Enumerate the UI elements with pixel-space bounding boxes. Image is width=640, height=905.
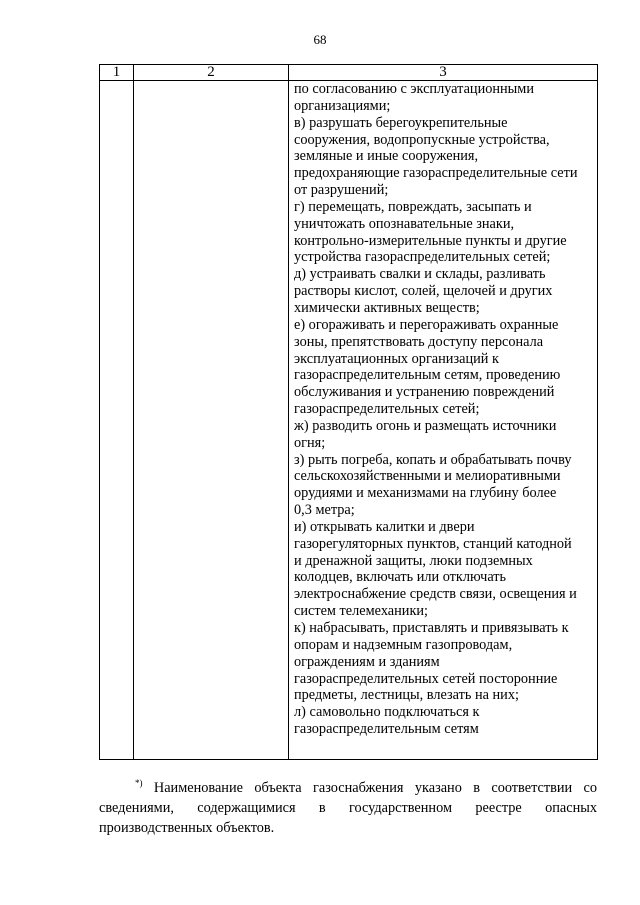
text-line: г) перемещать, повреждать, засыпать и — [294, 198, 532, 215]
footnote-line-3: производственных объектов. — [99, 820, 275, 836]
text-line: эксплуатационных организаций к — [294, 350, 499, 367]
text-line: и дренажной защиты, люки подземных — [294, 552, 533, 569]
text-line: устройства газораспределительных сетей; — [294, 249, 551, 266]
table-header-row — [100, 65, 598, 81]
text-line: организациями; — [294, 97, 391, 114]
cell-column-2 — [134, 81, 289, 760]
text-line: ж) разводить огонь и размещать источники — [294, 417, 557, 434]
text-line: орудиями и механизмами на глубину более — [294, 485, 557, 502]
cell-column-1 — [100, 81, 134, 760]
text-line: систем телемеханики; — [294, 603, 429, 620]
text-line: газорегуляторных пунктов, станций катодной — [294, 535, 572, 552]
text-line: сельскохозяйственными и мелиоративными — [294, 468, 561, 485]
text-line: химически активных веществ; — [294, 299, 480, 316]
column-header-1: 1 — [100, 65, 134, 81]
cell-column-3 — [289, 81, 598, 760]
text-line: е) огораживать и перегораживать охранные — [294, 316, 559, 333]
text-line: растворы кислот, солей, щелочей и других — [294, 283, 553, 300]
footnote-text-1: Наименование объекта газоснабжения указано в соответствии со — [153, 780, 597, 796]
text-line: опорам и надземным газопроводам, — [294, 636, 513, 653]
footnote — [99, 778, 597, 838]
text-line: к) набрасывать, приставлять и привязывать к — [294, 620, 569, 636]
text-line: газораспределительных сетей посторонние — [294, 670, 558, 687]
text-line: сооружения, водопропускные устройства, — [294, 131, 550, 148]
column-header-2: 2 — [134, 65, 289, 81]
footnote-line-2: сведениями, содержащимися в государственном реестре опасных — [99, 800, 597, 816]
text-line: предметы, лестницы, влезать на них; — [294, 687, 519, 704]
text-line: л) самовольно подключаться к — [294, 704, 480, 721]
text-line: зоны, препятствовать доступу персонала — [294, 333, 544, 350]
footnote-line-1 — [99, 778, 597, 798]
text-line: колодцев, включать или отключать — [294, 569, 507, 586]
page-number: 68 — [313, 32, 327, 47]
text-line: газораспределительных сетей; — [294, 401, 480, 418]
text-line: 0,3 метра; — [294, 502, 355, 519]
text-line: обслуживания и устранению повреждений — [294, 384, 555, 401]
restrictions-text — [289, 81, 597, 738]
text-line: уничтожать опознавательные знаки, — [294, 215, 515, 232]
text-line: д) устраивать свалки и склады, разливать — [294, 266, 546, 283]
text-line: в) разрушать берегоукрепительные — [294, 114, 508, 131]
text-line: и) открывать калитки и двери — [294, 518, 475, 535]
document-table — [99, 64, 598, 760]
text-line: по согласованию с эксплуатационными — [294, 81, 534, 97]
text-line: ограждениям и зданиям — [294, 653, 440, 670]
text-line: газораспределительным сетям — [294, 721, 479, 738]
text-line: з) рыть погреба, копать и обрабатывать почву — [294, 451, 572, 468]
text-line: газораспределительным сетям, проведению — [294, 367, 561, 384]
text-line: земляные и иные сооружения, — [294, 148, 479, 165]
text-line: электроснабжение средств связи, освещения и — [294, 586, 577, 603]
text-line: огня; — [294, 434, 326, 451]
text-line: предохраняющие газораспределительные сети — [294, 165, 578, 182]
text-line: от разрушений; — [294, 182, 389, 199]
footnote-mark: *) — [135, 778, 143, 789]
column-header-3: 3 — [289, 65, 598, 81]
table-row — [100, 81, 598, 760]
text-line: контрольно-измерительные пункты и другие — [294, 232, 567, 249]
